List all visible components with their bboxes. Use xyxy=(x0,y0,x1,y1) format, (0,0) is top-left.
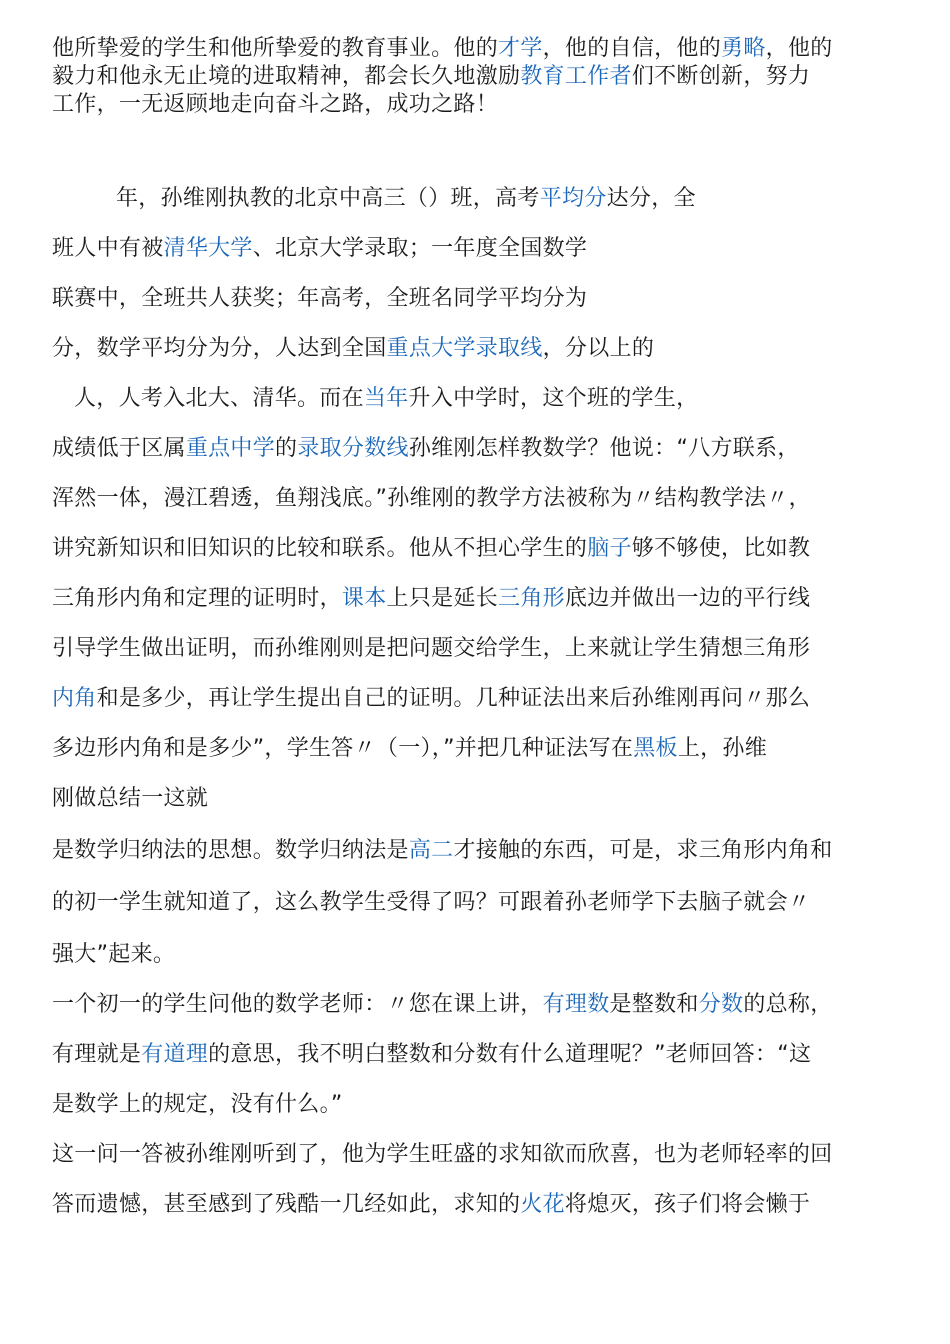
text-line xyxy=(52,784,208,814)
text-run: 的总称， xyxy=(743,992,833,1017)
text-line xyxy=(52,534,810,564)
text-run: 是数学上的规定，没有什么。” xyxy=(52,1092,343,1117)
text-run: 工作，一无返顾地走向奋斗之路，成功之路！ xyxy=(52,92,499,117)
text-run: 强大”起来。 xyxy=(52,942,176,967)
text-run: 、北京大学录取；一年度全国数学 xyxy=(252,236,588,261)
text-run: 年，孙维刚执教的北京中高三（）班，高考 xyxy=(116,186,540,211)
text-run: ，他的自信，他的 xyxy=(542,36,722,61)
keyword-link[interactable]: 黑板 xyxy=(633,736,678,761)
keyword-link[interactable]: 重点中学 xyxy=(185,436,276,461)
text-run: 三角形内角和定理的证明时， xyxy=(52,586,342,611)
text-run: 一个初一的学生问他的数学老师：〃您在课上讲， xyxy=(52,992,543,1017)
keyword-link[interactable]: 当年 xyxy=(363,386,409,411)
keyword-link[interactable]: 课本 xyxy=(341,586,387,611)
text-line xyxy=(52,334,654,364)
text-line xyxy=(52,634,810,664)
keyword-link[interactable]: 有理数 xyxy=(542,992,610,1017)
text-run: 讲究新知识和旧知识的比较和联系。他从不担心学生的 xyxy=(52,536,588,561)
text-run: 这一问一答被孙维刚听到了，他为学生旺盛的求知欲而欣喜，也为老师轻率的回 xyxy=(52,1142,833,1167)
keyword-link[interactable]: 清华大学 xyxy=(163,236,253,261)
text-run: 班人中有被 xyxy=(52,236,164,261)
text-run: 和是多少，再让学生提出自己的证明。几种证法出来后孙维刚再问〃那么 xyxy=(96,686,811,711)
text-line xyxy=(52,888,810,918)
text-run: 底边并做出一边的平行线 xyxy=(564,586,811,611)
text-run: 他所挚爱的学生和他所挚爱的教育事业。他的 xyxy=(52,36,499,61)
text-line xyxy=(52,62,810,92)
text-line xyxy=(52,434,800,464)
text-line xyxy=(52,734,767,764)
text-line xyxy=(52,940,175,970)
keyword-link[interactable]: 录取分数线 xyxy=(297,436,409,461)
text-line xyxy=(52,234,587,264)
text-run: 的意思，我不明白整数和分数有什么道理呢？”老师回答：“这 xyxy=(208,1042,812,1067)
keyword-link[interactable]: 分数 xyxy=(698,992,744,1017)
keyword-link[interactable]: 火花 xyxy=(520,1192,565,1217)
text-line xyxy=(52,990,833,1020)
text-run: ，分以上的 xyxy=(542,336,655,361)
text-run: 分，数学平均分为分，人达到全国 xyxy=(52,336,387,361)
text-line xyxy=(74,384,698,414)
text-run: 浑然一体，漫江碧透，鱼翔浅底。”孙维刚的教学方法被称为〃结构教学法〃， xyxy=(52,486,811,511)
text-run: 将熄灭，孩子们将会懒于 xyxy=(564,1192,811,1217)
text-run: 升入中学时，这个班的学生， xyxy=(408,386,699,411)
text-line xyxy=(52,836,833,866)
text-run: 上，孙维 xyxy=(677,736,768,761)
text-line xyxy=(116,184,696,214)
keyword-link[interactable]: 脑子 xyxy=(587,536,632,561)
text-run: 上只是延长 xyxy=(386,586,499,611)
text-run: 孙维刚怎样教数学？他说：“八方联系， xyxy=(408,436,800,461)
text-line xyxy=(52,34,833,64)
text-run: 毅力和他永无止境的进取精神，都会长久地激励 xyxy=(52,64,521,89)
text-line xyxy=(52,684,810,714)
keyword-link[interactable]: 内角 xyxy=(52,686,97,711)
keyword-link[interactable]: 教育工作者 xyxy=(520,64,632,89)
text-run: 刚做总结一这就 xyxy=(52,786,209,811)
keyword-link[interactable]: 平均分 xyxy=(539,186,607,211)
text-line xyxy=(52,584,810,614)
text-run: 够不够使，比如教 xyxy=(631,536,811,561)
text-line xyxy=(52,484,811,514)
text-run: 的初一学生就知道了，这么教学生受得了吗？可跟着孙老师学下去脑子就会〃 xyxy=(52,890,811,915)
text-line xyxy=(52,1040,811,1070)
text-line xyxy=(52,1190,810,1220)
keyword-link[interactable]: 重点大学录取线 xyxy=(386,336,543,361)
text-run: 才接触的东西，可是，求三角形内角和 xyxy=(453,838,833,863)
text-run: 人，人考入北大、清华。而在 xyxy=(74,386,364,411)
text-run: 联赛中，全班共人获奖；年高考，全班名同学平均分为 xyxy=(52,286,588,311)
keyword-link[interactable]: 勇略 xyxy=(721,36,766,61)
text-run: 的 xyxy=(275,436,298,461)
text-line xyxy=(52,284,587,314)
keyword-link[interactable]: 有道理 xyxy=(141,1042,209,1067)
keyword-link[interactable]: 才学 xyxy=(498,36,543,61)
keyword-link[interactable]: 高二 xyxy=(408,838,454,863)
text-line xyxy=(52,1140,833,1170)
text-run: 成绩低于区属 xyxy=(52,436,186,461)
keyword-link[interactable]: 三角形 xyxy=(498,586,565,611)
text-run: 达分，全 xyxy=(606,186,696,211)
text-run: ，他的 xyxy=(765,36,833,61)
text-run: 答而遗憾，甚至感到了残酷一几经如此，求知的 xyxy=(52,1192,521,1217)
text-line xyxy=(52,1090,343,1120)
text-run: 们不断创新，努力 xyxy=(631,64,811,89)
text-run: 有理就是 xyxy=(52,1042,142,1067)
text-run: 多边形内角和是多少”，学生答〃（一），”并把几种证法写在 xyxy=(52,736,634,761)
text-run: 是数学归纳法的思想。数学归纳法是 xyxy=(52,838,409,863)
text-run: 引导学生做出证明，而孙维刚则是把问题交给学生，上来就让学生猜想三角形 xyxy=(52,636,811,661)
text-line xyxy=(52,90,498,120)
text-run: 是整数和 xyxy=(609,992,699,1017)
